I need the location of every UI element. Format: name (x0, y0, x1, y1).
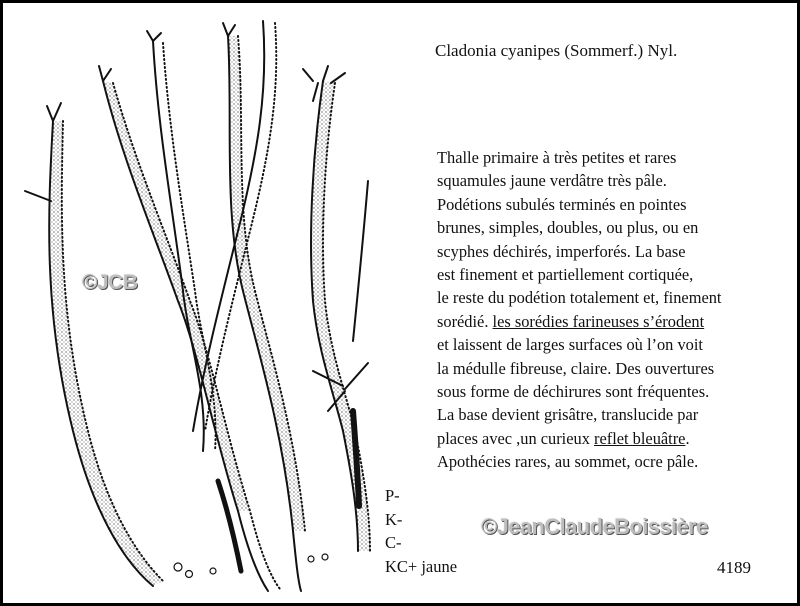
underlined-phrase: reflet bleuâtre (594, 428, 686, 448)
squamule (174, 563, 182, 571)
description-line: la médulle fibreuse, claire. Des ouvertures (437, 358, 715, 378)
description-line: scyphes déchirés, imperforés. La base (437, 241, 686, 261)
squamule (308, 556, 314, 562)
species-card (3, 3, 797, 603)
plate-number: 4189 (717, 558, 751, 577)
description-line: Podétions subulés terminés en pointes (437, 194, 687, 214)
description-line: est finement et partiellement cortiquée, (437, 265, 694, 285)
stipple-4 (228, 36, 305, 531)
squamule (210, 568, 216, 574)
watermark-initials: ©JCB (82, 271, 138, 294)
description-line: le reste du podétion totalement et, finement (437, 288, 722, 308)
stipple-6 (311, 81, 370, 551)
description-line (437, 310, 787, 333)
description-line (437, 427, 787, 450)
description-fragment: . (685, 428, 690, 448)
description-line: squamules jaune verdâtre très pâle. (437, 171, 667, 191)
description-line: Thalle primaire à très petites et rares (437, 148, 677, 167)
reaction-p: P- (385, 486, 400, 505)
reaction-k: K- (385, 509, 403, 529)
description-fragment: places avec ,un curieux (437, 428, 594, 448)
lichen-drawing (13, 11, 383, 596)
description-line: La base devient grisâtre, translucide par (437, 405, 699, 425)
description (437, 146, 787, 474)
podetion-3-tip (147, 31, 161, 41)
species-title: Cladonia cyanipes (Sommerf.) Nyl. (435, 41, 678, 60)
description-line: sous forme de déchirures sont fréquentes. (437, 382, 710, 402)
podetion-2-tip (99, 66, 111, 81)
underlined-phrase: les sorédies farineuses s’érodent (492, 311, 705, 331)
description-line: et laissent de larges surfaces où l’on voit (437, 335, 703, 355)
podetion-4-tip (223, 23, 235, 36)
podetion-1-tip (47, 103, 61, 121)
description-line: brunes, simples, doubles, ou plus, ou en (437, 218, 699, 238)
squamule (322, 554, 328, 560)
podetion-7 (353, 181, 368, 341)
reaction-kc: KC+ jaune (385, 556, 458, 576)
squamule (186, 571, 193, 578)
chemical-reactions (385, 484, 457, 578)
reaction-c: C- (385, 533, 402, 552)
description-fragment: sorédié. (437, 311, 493, 331)
stipple-2 (103, 81, 250, 511)
description-line: Apothécies rares, au sommet, ocre pâle. (437, 452, 699, 472)
watermark-name: ©JeanClaudeBoissière (481, 514, 708, 539)
podetion-1-branch (25, 191, 51, 201)
